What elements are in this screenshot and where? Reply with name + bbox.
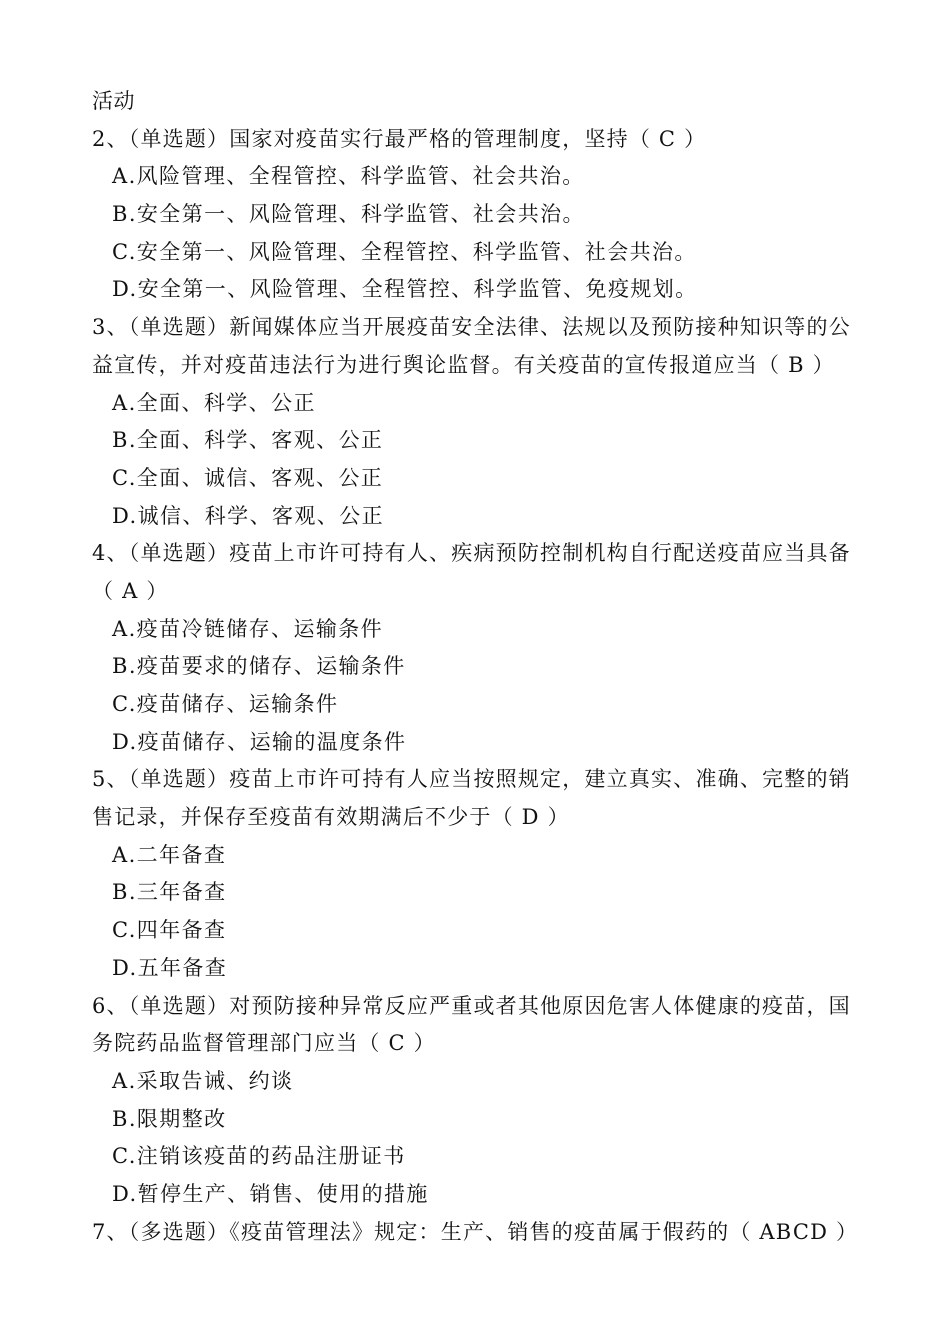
question-6-option-c: C.注销该疫苗的药品注册证书 xyxy=(112,1144,406,1169)
question-list xyxy=(92,83,872,1251)
question-3-line-2: 益宣传，并对疫苗违法行为进行舆论监督。有关疫苗的宣传报道应当（ B ） xyxy=(92,352,835,377)
question-5-option-a: A.二年备查 xyxy=(112,842,227,867)
question-3-option-d: D.诚信、科学、客观、公正 xyxy=(112,503,384,528)
question-4-line-1: 4、（单选题）疫苗上市许可持有人、疾病预防控制机构自行配送疫苗应当具备 xyxy=(92,541,851,566)
question-4-option-c: C.疫苗储存、运输条件 xyxy=(112,692,339,716)
question-2-option-a: A.风险管理、全程管控、科学监管、社会共治。 xyxy=(112,164,585,189)
question-4-option-d: D.疫苗储存、运输的温度条件 xyxy=(112,729,407,754)
question-5-option-c: C.四年备查 xyxy=(112,918,227,943)
question-4-line-2: （ A ） xyxy=(92,578,169,603)
question-5-option-d: D.五年备查 xyxy=(112,955,228,980)
question-6-option-b: B.限期整改 xyxy=(112,1106,227,1131)
question-4-option-a: A.疫苗冷链储存、运输条件 xyxy=(112,616,384,641)
question-2-option-d: D.安全第一、风险管理、全程管控、科学监管、免疫规划。 xyxy=(112,277,698,302)
question-2-option-b: B.安全第一、风险管理、科学监管、社会共治。 xyxy=(112,202,585,227)
question-6-option-d: D.暂停生产、销售、使用的措施 xyxy=(112,1181,429,1206)
question-6-line-1: 6、（单选题）对预防接种异常反应严重或者其他原因危害人体健康的疫苗，国 xyxy=(92,993,851,1018)
question-3-option-c: C.全面、诚信、客观、公正 xyxy=(112,465,384,490)
question-7-line-1: 7、（多选题）《疫苗管理法》规定：生产、销售的疫苗属于假药的（ ABCD ） xyxy=(92,1219,859,1244)
question-2-line-1: 2、（单选题）国家对疫苗实行最严格的管理制度，坚持（ C ） xyxy=(92,126,707,151)
intro-line: 活动 xyxy=(92,89,135,113)
question-2-option-c: C.安全第一、风险管理、全程管控、科学监管、社会共治。 xyxy=(112,239,697,264)
question-6-line-2: 务院药品监督管理部门应当（ C ） xyxy=(92,1031,436,1056)
question-3-option-a: A.全面、科学、公正 xyxy=(112,390,316,415)
question-6-option-a: A.采取告诫、约谈 xyxy=(112,1068,294,1093)
question-5-line-2: 售记录，并保存至疫苗有效期满后不少于（ D ） xyxy=(92,805,570,830)
question-4-option-b: B.疫苗要求的储存、运输条件 xyxy=(112,654,406,679)
question-3-option-b: B.全面、科学、客观、公正 xyxy=(112,428,384,453)
question-5-option-b: B.三年备查 xyxy=(112,880,227,905)
question-5-line-1: 5、（单选题）疫苗上市许可持有人应当按照规定，建立真实、准确、完整的销 xyxy=(92,767,851,792)
question-3-line-1: 3、（单选题）新闻媒体应当开展疫苗安全法律、法规以及预防接种知识等的公 xyxy=(92,315,851,340)
